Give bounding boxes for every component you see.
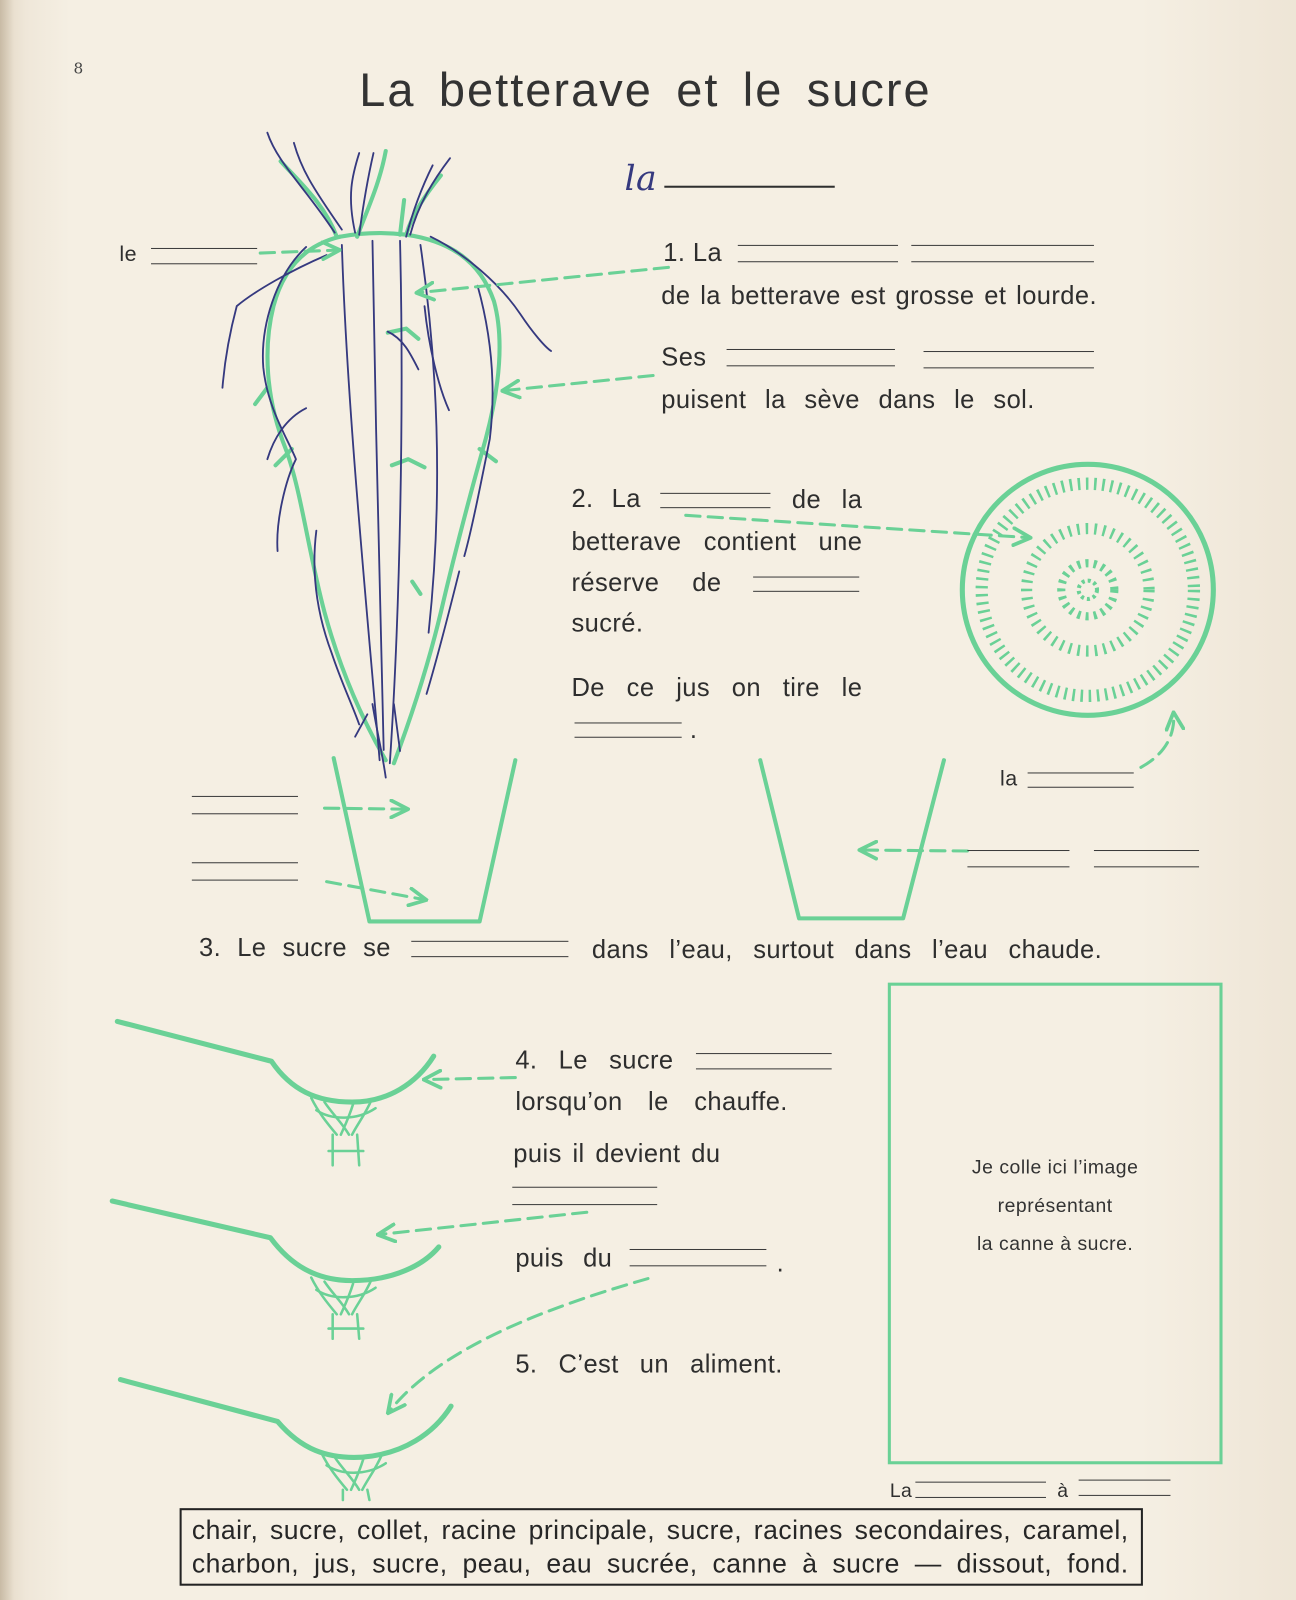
section2-line6-suffix: . — [689, 715, 698, 744]
cross-section-skin — [962, 464, 1213, 715]
ink-right-root-3 — [427, 571, 460, 693]
beet-rootlet-2 — [392, 459, 425, 467]
ink-stem-4 — [359, 153, 373, 235]
beet-rootlet-3 — [412, 582, 420, 594]
section2-line1-suffix: de la — [791, 485, 863, 515]
arrow-to-main-root — [416, 267, 668, 293]
arrow-to-pan-3 — [388, 1279, 648, 1414]
paste-box-line-1: Je colle ici l’image — [971, 1157, 1139, 1179]
paste-caption-middle: à — [1057, 1480, 1069, 1503]
answer-blank-beaker-input-3 — [967, 850, 1069, 867]
ink-inner-line-2 — [425, 306, 449, 410]
answer-blank-melts — [696, 1053, 832, 1069]
answer-blank-main-root-1 — [738, 245, 898, 262]
word-bank-box — [180, 1508, 1143, 1586]
arrow-into-beaker-1 — [325, 808, 409, 809]
section4-line2: lorsqu’on le chauffe. — [515, 1087, 788, 1117]
answer-blank-main-root-2 — [911, 245, 1094, 262]
answer-blank-beaker-input-2 — [192, 862, 298, 880]
page-number: 8 — [73, 59, 84, 78]
section3-prefix: 3. Le sucre se — [198, 933, 391, 963]
section4-line3: puis il devient du — [513, 1139, 721, 1169]
beet-illustration — [222, 133, 551, 778]
cross-section-label-prefix: la — [1000, 767, 1018, 791]
answer-blank-caramel — [512, 1187, 657, 1205]
arrow-into-beaker-3 — [859, 850, 967, 851]
handwritten-answer: la — [624, 158, 658, 199]
section5-text: 5. C’est un aliment. — [515, 1350, 783, 1379]
cross-section-ring-middle — [1027, 529, 1149, 651]
pan-1 — [117, 1021, 433, 1102]
ink-stem-3 — [351, 153, 359, 233]
pan-2 — [112, 1201, 439, 1281]
arrow-into-beaker-2 — [327, 882, 427, 900]
answer-blank-flesh — [660, 493, 770, 508]
section1-line3-prefix: Ses — [661, 342, 707, 372]
answer-blank-sugar — [575, 722, 682, 737]
arrow-to-pan-1 — [423, 1078, 515, 1080]
section2-line4: sucré. — [571, 609, 644, 638]
cross-section-ring-outer — [982, 484, 1194, 696]
word-bank-line-2: charbon, jus, sucre, peau, eau sucrée, canne à sucre — dissout, fond. — [191, 1547, 1129, 1579]
cross-section-ring-inner — [1061, 563, 1114, 616]
beaker-left — [334, 758, 516, 921]
ink-body-vertical-4 — [420, 245, 437, 633]
section2-line5: De ce jus on tire le — [571, 673, 863, 703]
beet-cross-section — [962, 464, 1213, 715]
section2-line3-prefix: réserve de — [571, 568, 722, 597]
answer-blank-beaker-input-4 — [1094, 850, 1199, 867]
beet-stem-left — [281, 161, 337, 237]
answer-blank-secondary-roots-1 — [727, 349, 895, 366]
beet-rootlet-4 — [255, 388, 267, 404]
collar-label-prefix: le — [119, 242, 137, 267]
ink-tip-2 — [394, 704, 400, 751]
section1-line1-prefix: 1. La — [663, 238, 723, 268]
beakers — [334, 758, 944, 921]
answer-blank-secondary-roots-2 — [924, 351, 1094, 368]
pan-3 — [120, 1380, 451, 1458]
arrow-to-pan-2 — [378, 1212, 587, 1234]
section4-line5-prefix: puis du — [515, 1243, 613, 1273]
answer-blank-caption-2 — [1079, 1480, 1171, 1496]
section1-line2: de la betterave est grosse et lourde. — [661, 281, 1098, 311]
ink-body-vertical-3 — [390, 241, 402, 763]
cross-section-core — [1079, 581, 1097, 599]
answer-blank-caption-1 — [915, 1482, 1046, 1498]
beet-stem-short — [400, 200, 404, 235]
section4-line1-prefix: 4. Le sucre — [515, 1045, 674, 1075]
answer-blank-dissolves — [411, 941, 568, 957]
arrow-to-skin — [1141, 712, 1174, 767]
answer-blank-beaker-input-1 — [192, 796, 298, 814]
pan-3-flame — [321, 1453, 385, 1500]
beet-left-outline — [267, 237, 385, 760]
ink-body-vertical-2 — [372, 241, 383, 750]
section4-line5-suffix: . — [776, 1248, 785, 1278]
ink-left-root-1 — [222, 255, 326, 388]
section3-suffix: dans l’eau, surtout dans l’eau chaude. — [591, 935, 1103, 965]
image-paste-box — [888, 983, 1223, 1465]
beet-blue-ink-lines — [222, 133, 551, 778]
answer-blank-charcoal — [630, 1249, 767, 1266]
section2-line2: betterave contient une — [571, 527, 863, 557]
heating-pans — [112, 1021, 451, 1500]
beet-collar-line — [340, 233, 406, 237]
answer-blank-collar — [151, 248, 257, 264]
section1-line4: puisent la sève dans le sol. — [661, 385, 1035, 415]
word-bank-line-1: chair, sucre, collet, racine principale, sucre, racines secondaires, caramel, — [191, 1514, 1129, 1545]
page-title: La betterave et le sucre — [359, 63, 932, 117]
paste-caption-prefix: La — [889, 1480, 913, 1503]
paste-box-line-3: la canne à sucre. — [976, 1233, 1134, 1256]
answer-blank-skin — [1028, 772, 1134, 787]
section2-line1-prefix: 2. La — [571, 484, 641, 514]
pan-1-flame — [311, 1098, 375, 1165]
beaker-right — [760, 760, 944, 918]
arrow-to-secondary-roots — [502, 376, 653, 391]
answer-blank-juice — [753, 577, 859, 592]
pan-2-flame — [311, 1278, 375, 1339]
answer-blank-beet-name — [664, 186, 834, 188]
paste-box-line-2: représentant — [997, 1195, 1113, 1218]
